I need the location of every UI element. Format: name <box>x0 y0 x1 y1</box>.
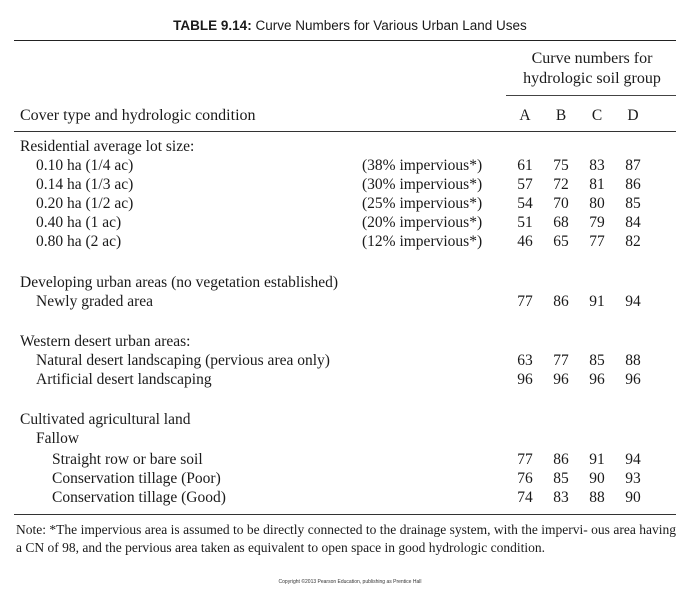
cn-b: 96 <box>553 371 569 388</box>
section-heading: Cultivated agricultural land <box>20 411 191 428</box>
group-header-rule <box>506 95 676 96</box>
impervious-pct: (20% impervious*) <box>362 214 483 231</box>
bottom-rule <box>14 514 676 515</box>
cn-b: 77 <box>553 352 569 369</box>
cn-d: 93 <box>625 470 641 487</box>
cn-c: 77 <box>589 233 605 250</box>
cn-c: 91 <box>589 293 605 310</box>
cn-a: 54 <box>517 195 533 212</box>
cn-a: 46 <box>517 233 533 250</box>
cn-a: 96 <box>517 371 533 388</box>
cn-d: 82 <box>625 233 641 250</box>
copyright-line: Copyright ©2013 Pearson Education, publishing as Prentice Hall <box>278 579 422 585</box>
row-label: 0.20 ha (1/2 ac) <box>36 195 134 212</box>
cn-d: 96 <box>625 371 641 388</box>
cn-c: 90 <box>589 470 605 487</box>
cn-d: 86 <box>625 176 641 193</box>
row-label: Newly graded area <box>36 293 154 310</box>
table-number: TABLE 9.14: <box>173 18 252 33</box>
cn-a: 61 <box>517 157 533 174</box>
table-caption: Curve Numbers for Various Urban Land Uses <box>251 18 527 33</box>
cn-c: 91 <box>589 451 605 468</box>
cn-a: 51 <box>517 214 533 231</box>
row-label: Conservation tillage (Poor) <box>52 470 221 487</box>
section-subheading: Fallow <box>36 430 80 447</box>
cn-c: 81 <box>589 176 605 193</box>
impervious-pct: (30% impervious*) <box>362 176 483 193</box>
cn-a: 77 <box>517 293 533 310</box>
row-label: Straight row or bare soil <box>52 451 203 468</box>
row-label: 0.40 ha (1 ac) <box>36 214 122 231</box>
cn-b: 72 <box>553 176 569 193</box>
row-label: 0.10 ha (1/4 ac) <box>36 157 134 174</box>
row-label: 0.14 ha (1/3 ac) <box>36 176 134 193</box>
cn-d: 87 <box>625 157 641 174</box>
cn-b: 75 <box>553 157 569 174</box>
section-heading: Western desert urban areas: <box>20 333 191 350</box>
cn-b: 83 <box>553 489 569 506</box>
soil-group-d: D <box>627 107 639 124</box>
cn-d: 94 <box>625 293 641 310</box>
cn-d: 94 <box>625 451 641 468</box>
cn-b: 68 <box>553 214 569 231</box>
cn-b: 65 <box>553 233 569 250</box>
group-header-line1: Curve numbers for <box>531 50 653 67</box>
cn-c: 83 <box>589 157 605 174</box>
cn-c: 80 <box>589 195 605 212</box>
soil-group-c: C <box>591 107 603 124</box>
soil-group-a: A <box>519 107 531 124</box>
cn-d: 85 <box>625 195 641 212</box>
cn-a: 63 <box>517 352 533 369</box>
cn-a: 77 <box>517 451 533 468</box>
row-label: Natural desert landscaping (pervious area only) <box>36 352 330 369</box>
group-header-line2: hydrologic soil group <box>523 70 661 87</box>
impervious-pct: (25% impervious*) <box>362 195 483 212</box>
row-label: Artificial desert landscaping <box>36 371 212 388</box>
cn-b: 85 <box>553 470 569 487</box>
row-header: Cover type and hydrologic condition <box>20 107 256 124</box>
section-heading: Residential average lot size: <box>20 138 195 155</box>
cn-a: 57 <box>517 176 533 193</box>
header-rule <box>14 131 676 132</box>
cn-b: 70 <box>553 195 569 212</box>
section-heading: Developing urban areas (no vegetation established) <box>20 274 339 291</box>
cn-a: 76 <box>517 470 533 487</box>
cn-a: 74 <box>517 489 533 506</box>
table-title <box>0 18 700 33</box>
impervious-pct: (12% impervious*) <box>362 233 483 250</box>
row-label: 0.80 ha (2 ac) <box>36 233 122 250</box>
cn-c: 88 <box>589 489 605 506</box>
cn-b: 86 <box>553 451 569 468</box>
row-label: Conservation tillage (Good) <box>52 489 226 506</box>
cn-d: 90 <box>625 489 641 506</box>
cn-d: 84 <box>625 214 641 231</box>
cn-b: 86 <box>553 293 569 310</box>
top-rule <box>14 40 676 41</box>
cn-c: 96 <box>589 371 605 388</box>
table-footnote: Note: *The impervious area is assumed to be directly connected to the drainage system, with the impervi- ous area having a CN of 98, and the pervious area taken as equivalent to open space in good hydrologic condition. <box>16 522 676 555</box>
cn-d: 88 <box>625 352 641 369</box>
impervious-pct: (38% impervious*) <box>362 157 483 174</box>
cn-c: 79 <box>589 214 605 231</box>
soil-group-b: B <box>555 107 567 124</box>
cn-c: 85 <box>589 352 605 369</box>
